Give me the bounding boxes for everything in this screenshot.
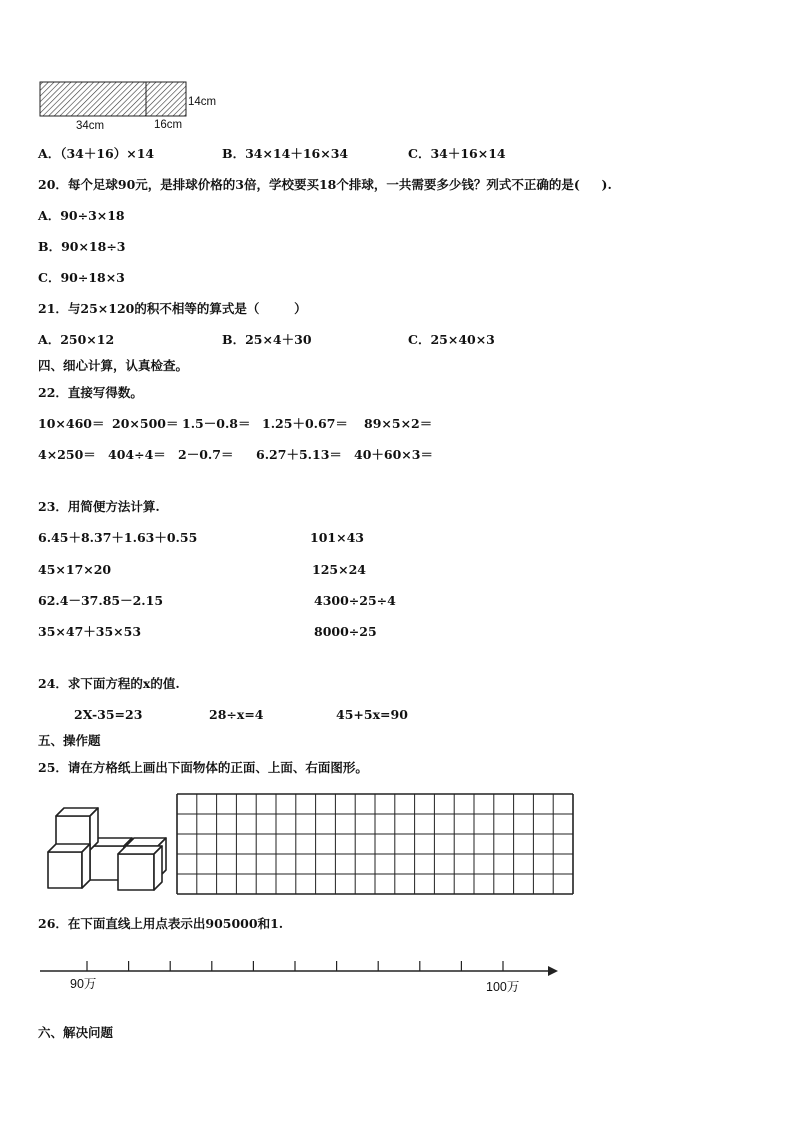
q22-r2-item-1: 4×250＝ [38,447,96,462]
q24-stem: 24．求下面方程的x的值. [38,676,180,691]
q23-left-2: 45×17×20 [38,562,112,577]
number-line-label-end: 100万 [486,980,520,994]
q22-r2-item-5: 40＋60×3＝ [354,447,433,462]
q22-r1-item-2: 20×500＝ [112,416,179,431]
q22-r2-item-2: 404÷4＝ [108,447,166,462]
grid-paper[interactable] [176,793,574,895]
cube-stack-figure [40,800,180,900]
q23-left-4: 35×47＋35×53 [38,624,142,639]
q23-stem: 23．用简便方法计算. [38,499,160,514]
q20-option-a: A．90÷3×18 [38,208,125,223]
q22-r2-item-3: 2－0.7＝ [178,447,234,462]
q22-r1-item-3: 1.5－0.8＝ [182,416,251,431]
q19-option-a: A．（34＋16）×14 [38,146,155,161]
q22-r1-item-5: 89×5×2＝ [364,416,433,431]
rect-left-width-label: 34cm [76,120,105,132]
q24-equation-2: 28÷x=4 [209,707,264,722]
q24-equation-1: 2X-35=23 [74,707,143,722]
q19-option-b: B．34×14＋16×34 [222,146,349,161]
q22-r2-item-4: 6.27＋5.13＝ [256,447,342,462]
q20-option-b: B．90×18÷3 [38,239,126,254]
q23-right-1: 101×43 [310,530,364,545]
q23-left-1: 6.45＋8.37＋1.63＋0.55 [38,530,198,545]
rect-height-label: 14cm [188,96,217,108]
q21-option-b: B．25×4＋30 [222,332,312,347]
q22-stem: 22．直接写得数。 [38,385,143,400]
section-5-heading: 五、操作题 [38,733,101,748]
q21-stem: 21．与25×120的积不相等的算式是（ ） [38,301,307,316]
q22-r1-item-4: 1.25＋0.67＝ [262,416,348,431]
section-6-heading: 六、解决问题 [38,1025,114,1040]
q24-equation-3: 45+5x=90 [336,707,408,722]
rectangle-area-figure [0,0,794,140]
rect-right-width-label: 16cm [154,119,183,131]
rect-right-part [146,82,186,116]
section-4-heading: 四、细心计算，认真检查。 [38,358,189,373]
q22-r1-item-1: 10×460＝ [38,416,105,431]
q23-right-4: 8000÷25 [314,624,377,639]
number-line-arrow [548,966,558,976]
q21-option-c: C．25×40×3 [408,332,495,347]
q23-left-3: 62.4－37.85－2.15 [38,593,164,608]
number-line-label-start: 90万 [70,977,97,991]
q19-option-c: C．34＋16×14 [408,146,506,161]
q23-right-3: 4300÷25÷4 [314,593,396,608]
q23-right-2: 125×24 [312,562,366,577]
q20-stem: 20．每个足球90元，是排球价格的3倍，学校要买18个排球，一共需要多少钱？列式不正确的是( ). [38,177,612,192]
q26-stem: 26．在下面直线上用点表示出905000和1. [38,916,284,931]
rect-left-part [40,82,146,116]
q20-option-c: C．90÷18×3 [38,270,125,285]
q25-stem: 25．请在方格纸上画出下面物体的正面、上面、右面图形。 [38,760,368,775]
q21-option-a: A．250×12 [38,332,115,347]
